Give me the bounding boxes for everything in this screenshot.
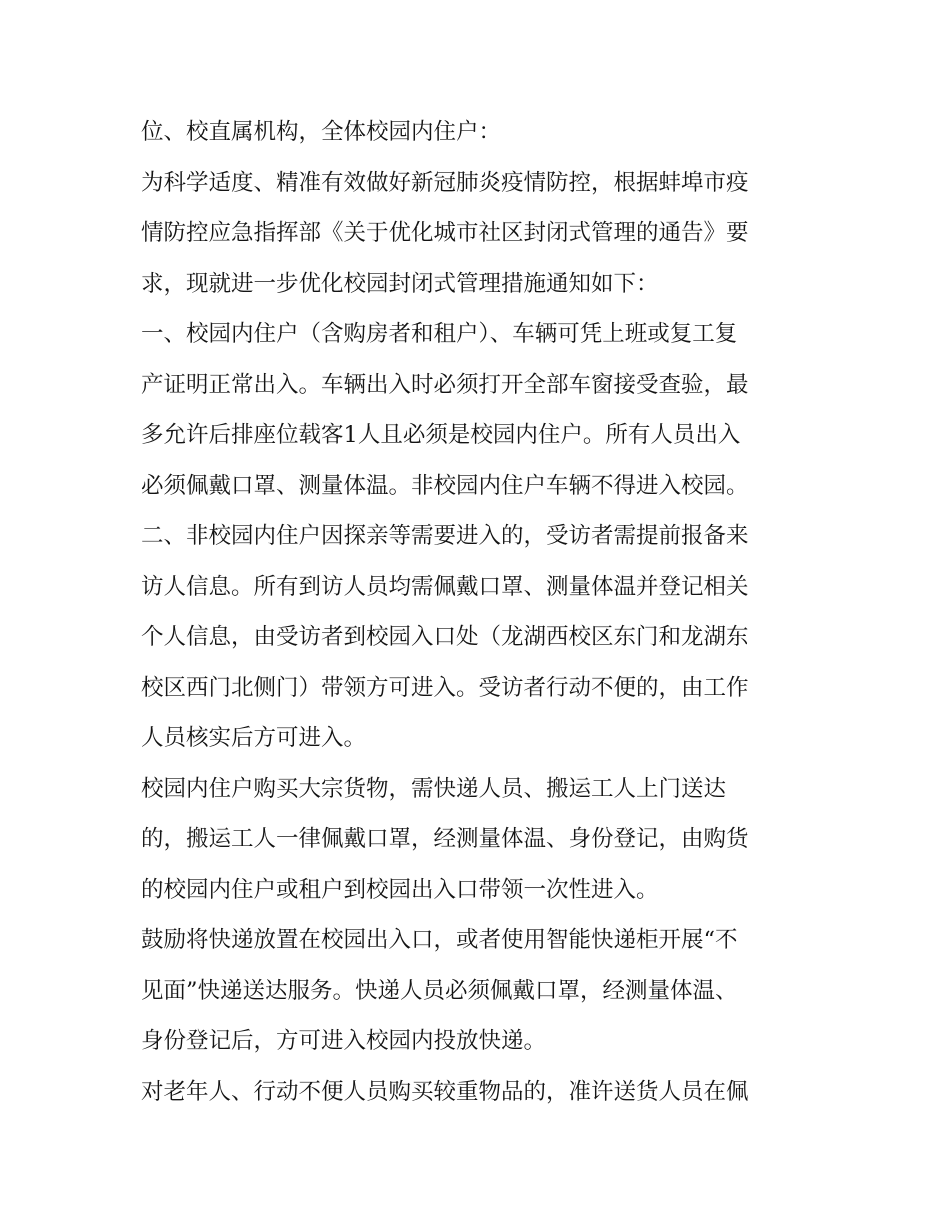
text-line-16: 的校园内住户或租户到校园出入口带领一次性进入。	[141, 876, 659, 903]
text-line-9: 二、非校园内住户因探亲等需要进入的，受访者需提前报备来	[141, 523, 749, 549]
text-line-19: 身份登记后，方可进入校园内投放快递。	[141, 1028, 547, 1054]
text-line-20: 对老年人、行动不便人员购买较重物品的，准许送货人员在佩	[141, 1078, 749, 1105]
text-line-10: 访人信息。所有到访人员均需佩戴口罩、测量体温并登记相关	[141, 573, 749, 600]
text-line-5: 一、校园内住户（含购房者和租户）、车辆可凭上班或复工复	[141, 321, 738, 347]
text-line-6: 产证明正常出入。车辆出入时必须打开全部车窗接受查验，最	[141, 371, 749, 398]
text-line-18: 见面”快递送达服务。快递人员必须佩戴口罩，经测量体温、	[141, 977, 738, 1004]
text-line-12: 校区西门北侧门）带领方可进入。受访者行动不便的，由工作	[141, 674, 749, 701]
text-line-1: 位、校直属机构，全体校园内住户：	[141, 119, 502, 145]
text-line-14: 校园内住户购买大宗货物，需快递人员、搬运工人上门送达	[141, 775, 727, 802]
text-line-3: 情防控应急指挥部《关于优化城市社区封闭式管理的通告》要	[141, 220, 749, 246]
text-line-11: 个人信息，由受访者到校园入口处（龙湖西校区东门和龙湖东	[141, 624, 749, 650]
text-line-8: 必须佩戴口罩、测量体温。非校园内住户车辆不得进入校园。	[141, 472, 749, 499]
text-line-17: 鼓励将快递放置在校园出入口，或者使用智能快递柜开展“不	[141, 927, 738, 953]
text-line-13: 人员核实后方可进入。	[141, 725, 367, 751]
text-line-4: 求，现就进一步优化校园封闭式管理措施通知如下：	[141, 270, 659, 297]
text-line-2: 为科学适度、精准有效做好新冠肺炎疫情防控，根据蚌埠市疫	[141, 169, 749, 196]
notice-body-text	[141, 107, 821, 1117]
text-line-7: 多允许后排座位载客1人且必须是校园内住户。所有人员出入	[141, 422, 741, 448]
text-line-15: 的，搬运工人一律佩戴口罩，经测量体温、身份登记，由购货	[141, 826, 749, 852]
